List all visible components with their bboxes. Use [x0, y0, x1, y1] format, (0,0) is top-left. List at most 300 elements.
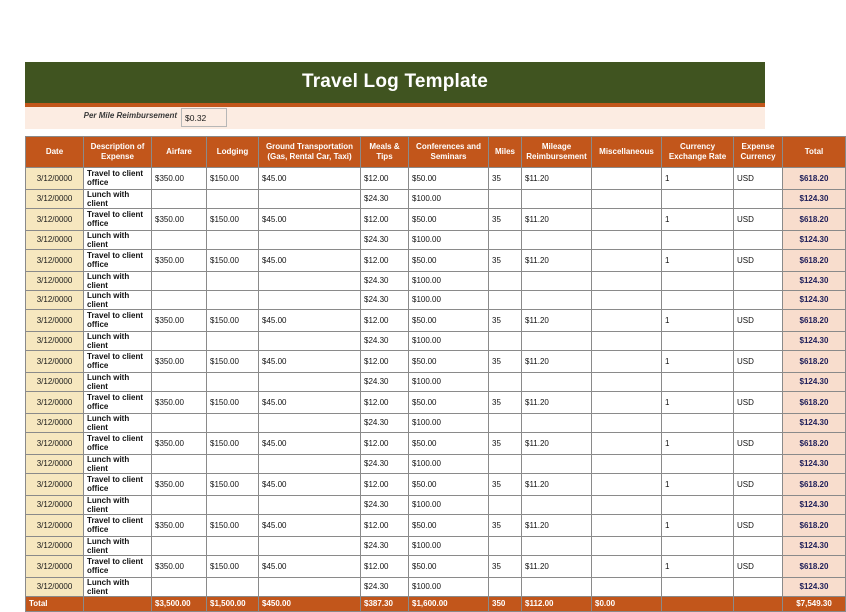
cell-airfare[interactable]: [152, 495, 207, 514]
cell-airfare[interactable]: [152, 271, 207, 290]
cell-date[interactable]: 3/12/0000: [26, 230, 84, 249]
cell-total[interactable]: $618.20: [783, 432, 846, 454]
cell-miscellaneous[interactable]: [592, 413, 662, 432]
cell-currency-exchange-rate[interactable]: [662, 372, 734, 391]
cell-description[interactable]: Travel to client office: [84, 555, 152, 577]
cell-date[interactable]: 3/12/0000: [26, 189, 84, 208]
cell-conferences-seminars[interactable]: $100.00: [409, 536, 489, 555]
cell-airfare[interactable]: [152, 413, 207, 432]
cell-expense-currency[interactable]: USD: [734, 555, 783, 577]
cell-conferences-seminars[interactable]: $50.00: [409, 432, 489, 454]
cell-miscellaneous[interactable]: [592, 577, 662, 596]
cell-lodging[interactable]: [207, 271, 259, 290]
cell-meals-tips[interactable]: $12.00: [361, 432, 409, 454]
cell-description[interactable]: Travel to client office: [84, 432, 152, 454]
cell-lodging[interactable]: [207, 290, 259, 309]
cell-meals-tips[interactable]: $24.30: [361, 290, 409, 309]
cell-total[interactable]: $618.20: [783, 249, 846, 271]
cell-airfare[interactable]: $350.00: [152, 208, 207, 230]
cell-total[interactable]: $124.30: [783, 372, 846, 391]
cell-miles[interactable]: [489, 189, 522, 208]
cell-conferences-seminars[interactable]: $50.00: [409, 555, 489, 577]
cell-airfare[interactable]: $350.00: [152, 309, 207, 331]
cell-conferences-seminars[interactable]: $50.00: [409, 473, 489, 495]
cell-total[interactable]: $618.20: [783, 473, 846, 495]
cell-ground-transportation[interactable]: $45.00: [259, 167, 361, 189]
cell-currency-exchange-rate[interactable]: [662, 536, 734, 555]
cell-meals-tips[interactable]: $24.30: [361, 230, 409, 249]
cell-mileage-reimbursement[interactable]: [522, 536, 592, 555]
cell-date[interactable]: 3/12/0000: [26, 555, 84, 577]
cell-ground-transportation[interactable]: [259, 495, 361, 514]
cell-mileage-reimbursement[interactable]: $11.20: [522, 432, 592, 454]
column-header-expense-currency[interactable]: [734, 136, 783, 167]
cell-airfare[interactable]: $350.00: [152, 514, 207, 536]
cell-meals-tips[interactable]: $24.30: [361, 372, 409, 391]
cell-conferences-seminars[interactable]: $100.00: [409, 331, 489, 350]
cell-mileage-reimbursement[interactable]: $11.20: [522, 555, 592, 577]
cell-date[interactable]: 3/12/0000: [26, 536, 84, 555]
cell-mileage-reimbursement[interactable]: [522, 495, 592, 514]
cell-lodging[interactable]: $150.00: [207, 473, 259, 495]
cell-description[interactable]: Travel to client office: [84, 167, 152, 189]
cell-ground-transportation[interactable]: $45.00: [259, 208, 361, 230]
cell-description[interactable]: Travel to client office: [84, 473, 152, 495]
cell-miles[interactable]: [489, 230, 522, 249]
cell-expense-currency[interactable]: [734, 372, 783, 391]
cell-miles[interactable]: 35: [489, 432, 522, 454]
cell-expense-currency[interactable]: [734, 413, 783, 432]
cell-mileage-reimbursement[interactable]: [522, 230, 592, 249]
cell-currency-exchange-rate[interactable]: 1: [662, 555, 734, 577]
cell-ground-transportation[interactable]: $45.00: [259, 309, 361, 331]
cell-meals-tips[interactable]: $24.30: [361, 454, 409, 473]
cell-ground-transportation[interactable]: [259, 413, 361, 432]
cell-meals-tips[interactable]: $24.30: [361, 189, 409, 208]
cell-meals-tips[interactable]: $12.00: [361, 514, 409, 536]
cell-description[interactable]: Lunch with client: [84, 290, 152, 309]
cell-currency-exchange-rate[interactable]: [662, 189, 734, 208]
column-header-conferences-seminars[interactable]: [409, 136, 489, 167]
cell-airfare[interactable]: $350.00: [152, 167, 207, 189]
cell-total[interactable]: $124.30: [783, 189, 846, 208]
cell-expense-currency[interactable]: [734, 536, 783, 555]
cell-date[interactable]: 3/12/0000: [26, 271, 84, 290]
cell-expense-currency[interactable]: USD: [734, 432, 783, 454]
cell-expense-currency[interactable]: [734, 230, 783, 249]
cell-expense-currency[interactable]: USD: [734, 350, 783, 372]
cell-expense-currency[interactable]: [734, 577, 783, 596]
cell-conferences-seminars[interactable]: $100.00: [409, 413, 489, 432]
cell-miles[interactable]: 35: [489, 208, 522, 230]
cell-conferences-seminars[interactable]: $50.00: [409, 350, 489, 372]
cell-lodging[interactable]: [207, 536, 259, 555]
cell-mileage-reimbursement[interactable]: [522, 413, 592, 432]
column-header-lodging[interactable]: [207, 136, 259, 167]
cell-miscellaneous[interactable]: [592, 208, 662, 230]
cell-total[interactable]: $618.20: [783, 208, 846, 230]
column-header-line: Currency: [679, 141, 716, 151]
cell-description[interactable]: Lunch with client: [84, 454, 152, 473]
cell-expense-currency[interactable]: USD: [734, 309, 783, 331]
cell-total[interactable]: $618.20: [783, 555, 846, 577]
cell-total[interactable]: $124.30: [783, 331, 846, 350]
cell-date[interactable]: 3/12/0000: [26, 577, 84, 596]
cell-description[interactable]: Lunch with client: [84, 331, 152, 350]
column-header-miles[interactable]: [489, 136, 522, 167]
cell-airfare[interactable]: $350.00: [152, 432, 207, 454]
totals-miscellaneous: $0.00: [592, 596, 662, 611]
cell-miscellaneous[interactable]: [592, 309, 662, 331]
cell-lodging[interactable]: [207, 372, 259, 391]
cell-conferences-seminars[interactable]: $100.00: [409, 577, 489, 596]
cell-meals-tips[interactable]: $12.00: [361, 309, 409, 331]
column-header-description[interactable]: [84, 136, 152, 167]
cell-miscellaneous[interactable]: [592, 536, 662, 555]
cell-lodging[interactable]: $150.00: [207, 249, 259, 271]
cell-miscellaneous[interactable]: [592, 372, 662, 391]
cell-miscellaneous[interactable]: [592, 350, 662, 372]
cell-mileage-reimbursement[interactable]: $11.20: [522, 514, 592, 536]
cell-ground-transportation[interactable]: $45.00: [259, 473, 361, 495]
cell-miles[interactable]: [489, 290, 522, 309]
cell-miscellaneous[interactable]: [592, 290, 662, 309]
cell-currency-exchange-rate[interactable]: 1: [662, 208, 734, 230]
cell-total[interactable]: $618.20: [783, 167, 846, 189]
cell-total[interactable]: $618.20: [783, 391, 846, 413]
cell-date[interactable]: 3/12/0000: [26, 495, 84, 514]
cell-meals-tips[interactable]: $24.30: [361, 271, 409, 290]
cell-conferences-seminars[interactable]: $100.00: [409, 189, 489, 208]
cell-total[interactable]: $124.30: [783, 454, 846, 473]
cell-total[interactable]: $124.30: [783, 230, 846, 249]
column-header-ground-transportation[interactable]: [259, 136, 361, 167]
column-header-miscellaneous[interactable]: [592, 136, 662, 167]
cell-expense-currency[interactable]: USD: [734, 208, 783, 230]
cell-airfare[interactable]: [152, 372, 207, 391]
totals-ground: $450.00: [259, 596, 361, 611]
cell-miles[interactable]: 35: [489, 167, 522, 189]
cell-ground-transportation[interactable]: [259, 189, 361, 208]
cell-lodging[interactable]: [207, 189, 259, 208]
cell-meals-tips[interactable]: $12.00: [361, 555, 409, 577]
cell-currency-exchange-rate[interactable]: [662, 331, 734, 350]
cell-miles[interactable]: 35: [489, 350, 522, 372]
cell-expense-currency[interactable]: USD: [734, 514, 783, 536]
cell-ground-transportation[interactable]: $45.00: [259, 391, 361, 413]
cell-airfare[interactable]: $350.00: [152, 391, 207, 413]
cell-mileage-reimbursement[interactable]: [522, 331, 592, 350]
cell-conferences-seminars[interactable]: $50.00: [409, 249, 489, 271]
cell-conferences-seminars[interactable]: $50.00: [409, 514, 489, 536]
cell-expense-currency[interactable]: USD: [734, 167, 783, 189]
cell-lodging[interactable]: [207, 495, 259, 514]
cell-currency-exchange-rate[interactable]: [662, 271, 734, 290]
cell-date[interactable]: 3/12/0000: [26, 372, 84, 391]
cell-date[interactable]: 3/12/0000: [26, 454, 84, 473]
cell-airfare[interactable]: $350.00: [152, 473, 207, 495]
cell-conferences-seminars[interactable]: $100.00: [409, 230, 489, 249]
cell-airfare[interactable]: $350.00: [152, 555, 207, 577]
cell-currency-exchange-rate[interactable]: [662, 230, 734, 249]
cell-description[interactable]: Travel to client office: [84, 391, 152, 413]
cell-currency-exchange-rate[interactable]: 1: [662, 249, 734, 271]
cell-miles[interactable]: 35: [489, 514, 522, 536]
cell-currency-exchange-rate[interactable]: 1: [662, 514, 734, 536]
cell-expense-currency[interactable]: USD: [734, 249, 783, 271]
cell-airfare[interactable]: [152, 189, 207, 208]
cell-date[interactable]: 3/12/0000: [26, 350, 84, 372]
cell-airfare[interactable]: [152, 230, 207, 249]
cell-meals-tips[interactable]: $12.00: [361, 208, 409, 230]
cell-description[interactable]: Lunch with client: [84, 372, 152, 391]
cell-meals-tips[interactable]: $12.00: [361, 167, 409, 189]
cell-lodging[interactable]: $150.00: [207, 514, 259, 536]
cell-ground-transportation[interactable]: [259, 454, 361, 473]
cell-expense-currency[interactable]: [734, 454, 783, 473]
cell-ground-transportation[interactable]: $45.00: [259, 249, 361, 271]
totals-airfare: $3,500.00: [152, 596, 207, 611]
column-header-mileage-reimbursement[interactable]: [522, 136, 592, 167]
cell-miscellaneous[interactable]: [592, 514, 662, 536]
cell-expense-currency[interactable]: [734, 189, 783, 208]
cell-description[interactable]: Lunch with client: [84, 577, 152, 596]
cell-conferences-seminars[interactable]: $50.00: [409, 309, 489, 331]
cell-description[interactable]: Lunch with client: [84, 413, 152, 432]
cell-description[interactable]: Travel to client office: [84, 249, 152, 271]
cell-currency-exchange-rate[interactable]: [662, 290, 734, 309]
cell-miles[interactable]: 35: [489, 309, 522, 331]
column-header-total[interactable]: [783, 136, 846, 167]
cell-date[interactable]: 3/12/0000: [26, 391, 84, 413]
cell-description[interactable]: Lunch with client: [84, 495, 152, 514]
cell-miscellaneous[interactable]: [592, 189, 662, 208]
cell-miles[interactable]: [489, 577, 522, 596]
cell-mileage-reimbursement[interactable]: $11.20: [522, 167, 592, 189]
cell-lodging[interactable]: $150.00: [207, 350, 259, 372]
cell-lodging[interactable]: $150.00: [207, 555, 259, 577]
cell-currency-exchange-rate[interactable]: 1: [662, 432, 734, 454]
cell-date[interactable]: 3/12/0000: [26, 473, 84, 495]
cell-mileage-reimbursement[interactable]: [522, 271, 592, 290]
cell-miscellaneous[interactable]: [592, 555, 662, 577]
column-header-currency-exchange-rate[interactable]: [662, 136, 734, 167]
cell-date[interactable]: 3/12/0000: [26, 208, 84, 230]
cell-ground-transportation[interactable]: $45.00: [259, 350, 361, 372]
cell-date[interactable]: 3/12/0000: [26, 413, 84, 432]
cell-airfare[interactable]: $350.00: [152, 249, 207, 271]
cell-conferences-seminars[interactable]: $50.00: [409, 208, 489, 230]
cell-mileage-reimbursement[interactable]: $11.20: [522, 473, 592, 495]
cell-miles[interactable]: [489, 454, 522, 473]
cell-miscellaneous[interactable]: [592, 495, 662, 514]
cell-ground-transportation[interactable]: [259, 372, 361, 391]
cell-date[interactable]: 3/12/0000: [26, 331, 84, 350]
cell-airfare[interactable]: [152, 454, 207, 473]
cell-airfare[interactable]: [152, 290, 207, 309]
cell-lodging[interactable]: $150.00: [207, 391, 259, 413]
cell-ground-transportation[interactable]: [259, 536, 361, 555]
cell-ground-transportation[interactable]: [259, 271, 361, 290]
cell-miscellaneous[interactable]: [592, 432, 662, 454]
cell-conferences-seminars[interactable]: $100.00: [409, 290, 489, 309]
column-header-airfare[interactable]: [152, 136, 207, 167]
cell-airfare[interactable]: [152, 331, 207, 350]
cell-total[interactable]: $124.30: [783, 536, 846, 555]
cell-miles[interactable]: 35: [489, 391, 522, 413]
cell-miles[interactable]: [489, 331, 522, 350]
cell-meals-tips[interactable]: $24.30: [361, 495, 409, 514]
cell-miles[interactable]: 35: [489, 473, 522, 495]
cell-currency-exchange-rate[interactable]: [662, 577, 734, 596]
cell-miscellaneous[interactable]: [592, 249, 662, 271]
cell-miles[interactable]: [489, 536, 522, 555]
cell-description[interactable]: Lunch with client: [84, 271, 152, 290]
cell-conferences-seminars[interactable]: $100.00: [409, 495, 489, 514]
cell-miscellaneous[interactable]: [592, 331, 662, 350]
column-header-line: Tips: [376, 151, 393, 161]
cell-mileage-reimbursement[interactable]: $11.20: [522, 309, 592, 331]
cell-description[interactable]: Travel to client office: [84, 208, 152, 230]
cell-ground-transportation[interactable]: [259, 577, 361, 596]
cell-currency-exchange-rate[interactable]: 1: [662, 309, 734, 331]
cell-lodging[interactable]: $150.00: [207, 432, 259, 454]
column-header-meals-tips[interactable]: [361, 136, 409, 167]
cell-conferences-seminars[interactable]: $100.00: [409, 372, 489, 391]
table-header: [26, 136, 846, 167]
cell-miscellaneous[interactable]: [592, 454, 662, 473]
cell-meals-tips[interactable]: $12.00: [361, 391, 409, 413]
totals-lodging: $1,500.00: [207, 596, 259, 611]
cell-expense-currency[interactable]: [734, 331, 783, 350]
cell-currency-exchange-rate[interactable]: 1: [662, 167, 734, 189]
cell-mileage-reimbursement[interactable]: [522, 372, 592, 391]
cell-miles[interactable]: [489, 372, 522, 391]
cell-airfare[interactable]: [152, 536, 207, 555]
cell-ground-transportation[interactable]: [259, 230, 361, 249]
cell-miscellaneous[interactable]: [592, 473, 662, 495]
cell-airfare[interactable]: [152, 577, 207, 596]
cell-conferences-seminars[interactable]: $50.00: [409, 167, 489, 189]
cell-currency-exchange-rate[interactable]: [662, 495, 734, 514]
cell-ground-transportation[interactable]: $45.00: [259, 514, 361, 536]
cell-mileage-reimbursement[interactable]: $11.20: [522, 391, 592, 413]
cell-date[interactable]: 3/12/0000: [26, 514, 84, 536]
cell-currency-exchange-rate[interactable]: 1: [662, 391, 734, 413]
cell-meals-tips[interactable]: $12.00: [361, 350, 409, 372]
cell-description[interactable]: Lunch with client: [84, 536, 152, 555]
travel-log-sheet: [25, 62, 832, 612]
cell-miscellaneous[interactable]: [592, 391, 662, 413]
column-header-line: Expense: [101, 151, 134, 161]
cell-lodging[interactable]: [207, 230, 259, 249]
cell-meals-tips[interactable]: $24.30: [361, 577, 409, 596]
cell-currency-exchange-rate[interactable]: [662, 454, 734, 473]
cell-total[interactable]: $124.30: [783, 413, 846, 432]
cell-currency-exchange-rate[interactable]: [662, 413, 734, 432]
cell-miscellaneous[interactable]: [592, 167, 662, 189]
cell-description[interactable]: Travel to client office: [84, 350, 152, 372]
cell-expense-currency[interactable]: USD: [734, 473, 783, 495]
cell-mileage-reimbursement[interactable]: [522, 290, 592, 309]
cell-meals-tips[interactable]: $24.30: [361, 331, 409, 350]
cell-expense-currency[interactable]: [734, 495, 783, 514]
cell-meals-tips[interactable]: $24.30: [361, 413, 409, 432]
cell-total[interactable]: $124.30: [783, 290, 846, 309]
column-header-line: Exchange Rate: [668, 151, 727, 161]
cell-description[interactable]: Travel to client office: [84, 309, 152, 331]
cell-mileage-reimbursement[interactable]: $11.20: [522, 350, 592, 372]
column-header-line: Ground Transportation: [265, 141, 354, 151]
cell-mileage-reimbursement[interactable]: $11.20: [522, 249, 592, 271]
cell-conferences-seminars[interactable]: $100.00: [409, 271, 489, 290]
cell-total[interactable]: $124.30: [783, 271, 846, 290]
cell-ground-transportation[interactable]: [259, 331, 361, 350]
cell-mileage-reimbursement[interactable]: [522, 577, 592, 596]
cell-date[interactable]: 3/12/0000: [26, 432, 84, 454]
cell-mileage-reimbursement[interactable]: $11.20: [522, 208, 592, 230]
cell-date[interactable]: 3/12/0000: [26, 167, 84, 189]
cell-date[interactable]: 3/12/0000: [26, 290, 84, 309]
cell-ground-transportation[interactable]: $45.00: [259, 555, 361, 577]
cell-meals-tips[interactable]: $12.00: [361, 249, 409, 271]
per-mile-input[interactable]: $0.32: [181, 108, 227, 127]
cell-expense-currency[interactable]: [734, 290, 783, 309]
cell-date[interactable]: 3/12/0000: [26, 249, 84, 271]
cell-lodging[interactable]: $150.00: [207, 167, 259, 189]
cell-total[interactable]: $124.30: [783, 577, 846, 596]
cell-ground-transportation[interactable]: $45.00: [259, 432, 361, 454]
cell-conferences-seminars[interactable]: $100.00: [409, 454, 489, 473]
cell-description[interactable]: Travel to client office: [84, 514, 152, 536]
table-row: [26, 514, 846, 536]
cell-lodging[interactable]: [207, 413, 259, 432]
cell-ground-transportation[interactable]: [259, 290, 361, 309]
column-header-line: Total: [804, 146, 824, 156]
cell-total[interactable]: $618.20: [783, 350, 846, 372]
cell-miles[interactable]: 35: [489, 555, 522, 577]
cell-total[interactable]: $618.20: [783, 309, 846, 331]
cell-description[interactable]: Lunch with client: [84, 230, 152, 249]
cell-miscellaneous[interactable]: [592, 271, 662, 290]
cell-currency-exchange-rate[interactable]: 1: [662, 350, 734, 372]
cell-mileage-reimbursement[interactable]: [522, 454, 592, 473]
cell-miles[interactable]: 35: [489, 249, 522, 271]
cell-date[interactable]: 3/12/0000: [26, 309, 84, 331]
cell-total[interactable]: $124.30: [783, 495, 846, 514]
cell-lodging[interactable]: $150.00: [207, 208, 259, 230]
cell-lodging[interactable]: [207, 331, 259, 350]
cell-meals-tips[interactable]: $24.30: [361, 536, 409, 555]
cell-meals-tips[interactable]: $12.00: [361, 473, 409, 495]
cell-lodging[interactable]: [207, 577, 259, 596]
cell-lodging[interactable]: [207, 454, 259, 473]
cell-expense-currency[interactable]: USD: [734, 391, 783, 413]
cell-total[interactable]: $618.20: [783, 514, 846, 536]
cell-description[interactable]: Lunch with client: [84, 189, 152, 208]
cell-mileage-reimbursement[interactable]: [522, 189, 592, 208]
cell-miles[interactable]: [489, 495, 522, 514]
cell-currency-exchange-rate[interactable]: 1: [662, 473, 734, 495]
column-header-date[interactable]: [26, 136, 84, 167]
cell-expense-currency[interactable]: [734, 271, 783, 290]
cell-conferences-seminars[interactable]: $50.00: [409, 391, 489, 413]
cell-airfare[interactable]: $350.00: [152, 350, 207, 372]
cell-miles[interactable]: [489, 271, 522, 290]
cell-miscellaneous[interactable]: [592, 230, 662, 249]
cell-lodging[interactable]: $150.00: [207, 309, 259, 331]
cell-miles[interactable]: [489, 413, 522, 432]
